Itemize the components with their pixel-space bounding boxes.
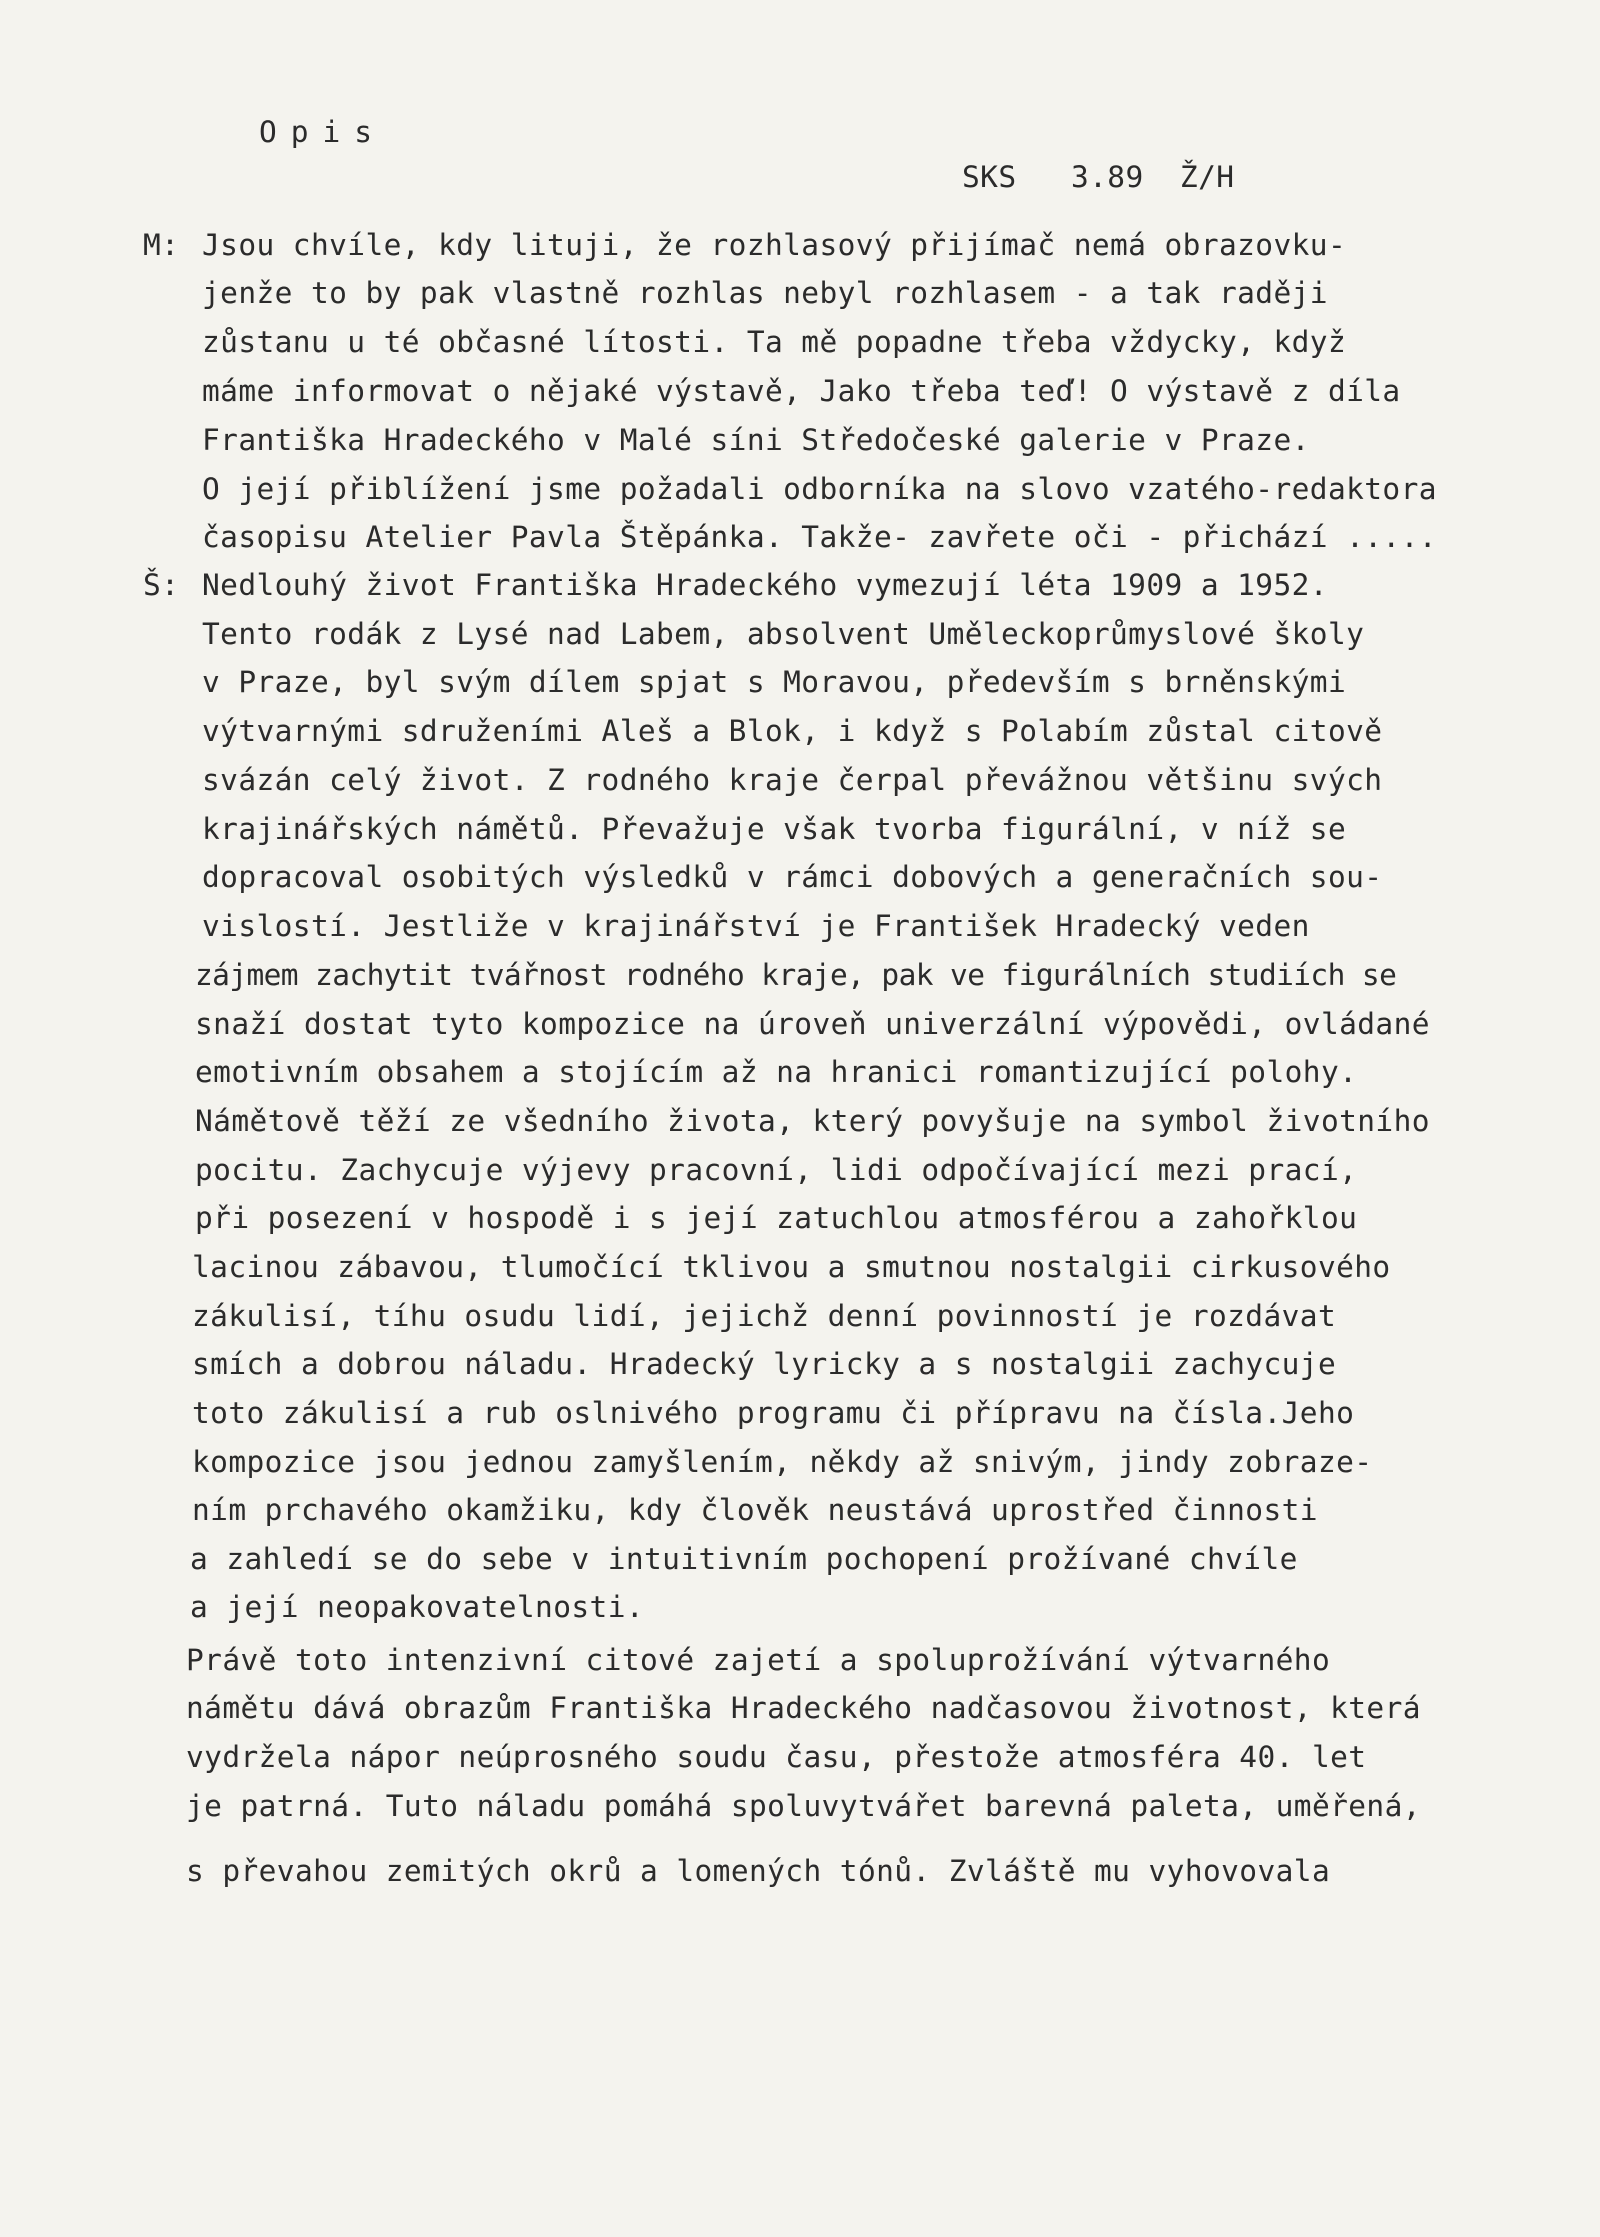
text-line: Jsou chvíle, kdy lituji, že rozhlasový přijímač nemá obrazovku- xyxy=(202,228,1347,262)
text-line: Námětově těží ze všedního života, který povyšuje na symbol životního xyxy=(195,1104,1430,1138)
text-line: smích a dobrou náladu. Hradecký lyricky a s nostalgii zachycuje xyxy=(192,1347,1337,1381)
text-line: snaží dostat tyto kompozice na úroveň univerzální výpovědi, ovládané xyxy=(195,1007,1430,1041)
text-line: zájmem zachytit tvářnost rodného kraje, pak ve figurálních studiích se xyxy=(195,958,1397,992)
speaker-label-m: M: xyxy=(143,228,180,262)
text-line: vislostí. Jestliže v krajinářství je František Hradecký veden xyxy=(202,909,1310,943)
text-line: máme informovat o nějaké výstavě, Jako třeba teď! O výstavě z díla xyxy=(202,374,1401,408)
text-line: toto zákulisí a rub oslnivého programu či přípravu na čísla.Jeho xyxy=(192,1396,1355,1430)
text-line: lacinou zábavou, tlumočící tklivou a smutnou nostalgii cirkusového xyxy=(192,1250,1391,1284)
text-line: jenže to by pak vlastně rozhlas nebyl rozhlasem - a tak raději xyxy=(202,276,1328,310)
text-line: Tento rodák z Lysé nad Labem, absolvent Uměleckoprůmyslové školy xyxy=(202,617,1365,651)
speaker-label-s: Š: xyxy=(143,568,180,602)
text-line: a zahledí se do sebe v intuitivním pochopení prožívané chvíle xyxy=(190,1542,1298,1576)
text-line: s převahou zemitých okrů a lomených tónů. Zvláště mu vyhovovala xyxy=(186,1854,1331,1888)
text-line: svázán celý život. Z rodného kraje čerpal převážnou většinu svých xyxy=(202,763,1383,797)
text-line: výtvarnými sdruženími Aleš a Blok, i když s Polabím zůstal citově xyxy=(202,714,1383,748)
text-line: při posezení v hospodě i s její zatuchlou atmosférou a zahořklou xyxy=(195,1201,1358,1235)
text-line: v Praze, byl svým dílem spjat s Moravou, především s brněnskými xyxy=(202,665,1347,699)
text-line: ním prchavého okamžiku, kdy člověk neustává uprostřed činnosti xyxy=(192,1493,1318,1527)
text-line: časopisu Atelier Pavla Štěpánka. Takže- zavřete oči - přichází ..... xyxy=(202,520,1437,554)
text-line: a její neopakovatelnosti. xyxy=(190,1590,645,1624)
text-line: Nedlouhý život Františka Hradeckého vymezují léta 1909 a 1952. xyxy=(202,568,1328,602)
text-line: emotivním obsahem a stojícím až na hranici romantizující polohy. xyxy=(195,1055,1358,1089)
document-reference: SKS 3.89 Ž/H xyxy=(962,160,1235,194)
text-line: je patrná. Tuto náladu pomáhá spoluvytvářet barevná paleta, uměřená, xyxy=(186,1789,1421,1823)
text-line: kompozice jsou jednou zamyšlením, někdy až snivým, jindy zobraze- xyxy=(192,1445,1373,1479)
text-line: dopracoval osobitých výsledků v rámci dobových a generačních sou- xyxy=(202,860,1383,894)
text-line: Františka Hradeckého v Malé síni Středočeské galerie v Praze. xyxy=(202,423,1310,457)
text-line: zákulisí, tíhu osudu lidí, jejichž denní povinností je rozdávat xyxy=(192,1299,1337,1333)
text-line: O její přiblížení jsme požadali odborníka na slovo vzatého-redaktora xyxy=(202,472,1437,506)
text-line: námětu dává obrazům Františka Hradeckého nadčasovou životnost, která xyxy=(186,1691,1421,1725)
text-line: vydržela nápor neúprosného soudu času, přestože atmosféra 40. let xyxy=(186,1740,1367,1774)
text-line: krajinářských námětů. Převažuje však tvorba figurální, v níž se xyxy=(202,812,1347,846)
text-line: pocitu. Zachycuje výjevy pracovní, lidi odpočívající mezi prací, xyxy=(195,1153,1358,1187)
text-line: Právě toto intenzivní citové zajetí a spoluprožívání výtvarného xyxy=(186,1643,1331,1677)
document-title: Opis xyxy=(259,115,387,149)
text-line: zůstanu u té občasné lítosti. Ta mě popadne třeba vždycky, když xyxy=(202,325,1347,359)
